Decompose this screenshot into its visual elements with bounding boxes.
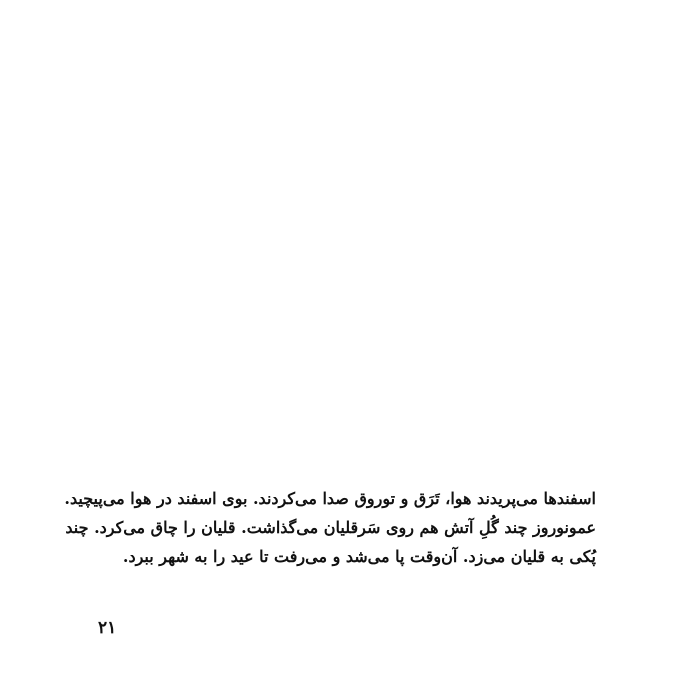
paragraph-line-2: عمونوروز چند گُلِ آتش هم روی سَرقلیان می‌گذاشت. قلیان را چاق می‌کرد. چند (65, 518, 596, 537)
page-number: ۲۱ (98, 618, 117, 638)
story-paragraph (64, 484, 596, 571)
paragraph-line-1: اسفندها می‌پریدند هوا، تَرَق و توروق صدا می‌کردند. بوی اسفند در هوا می‌پیچید. (64, 489, 596, 508)
paragraph-line-3: پُکی به قلیان می‌زد. آن‌وقت پا می‌شد و می‌رفت تا عید را به شهر ببرد. (122, 547, 596, 566)
